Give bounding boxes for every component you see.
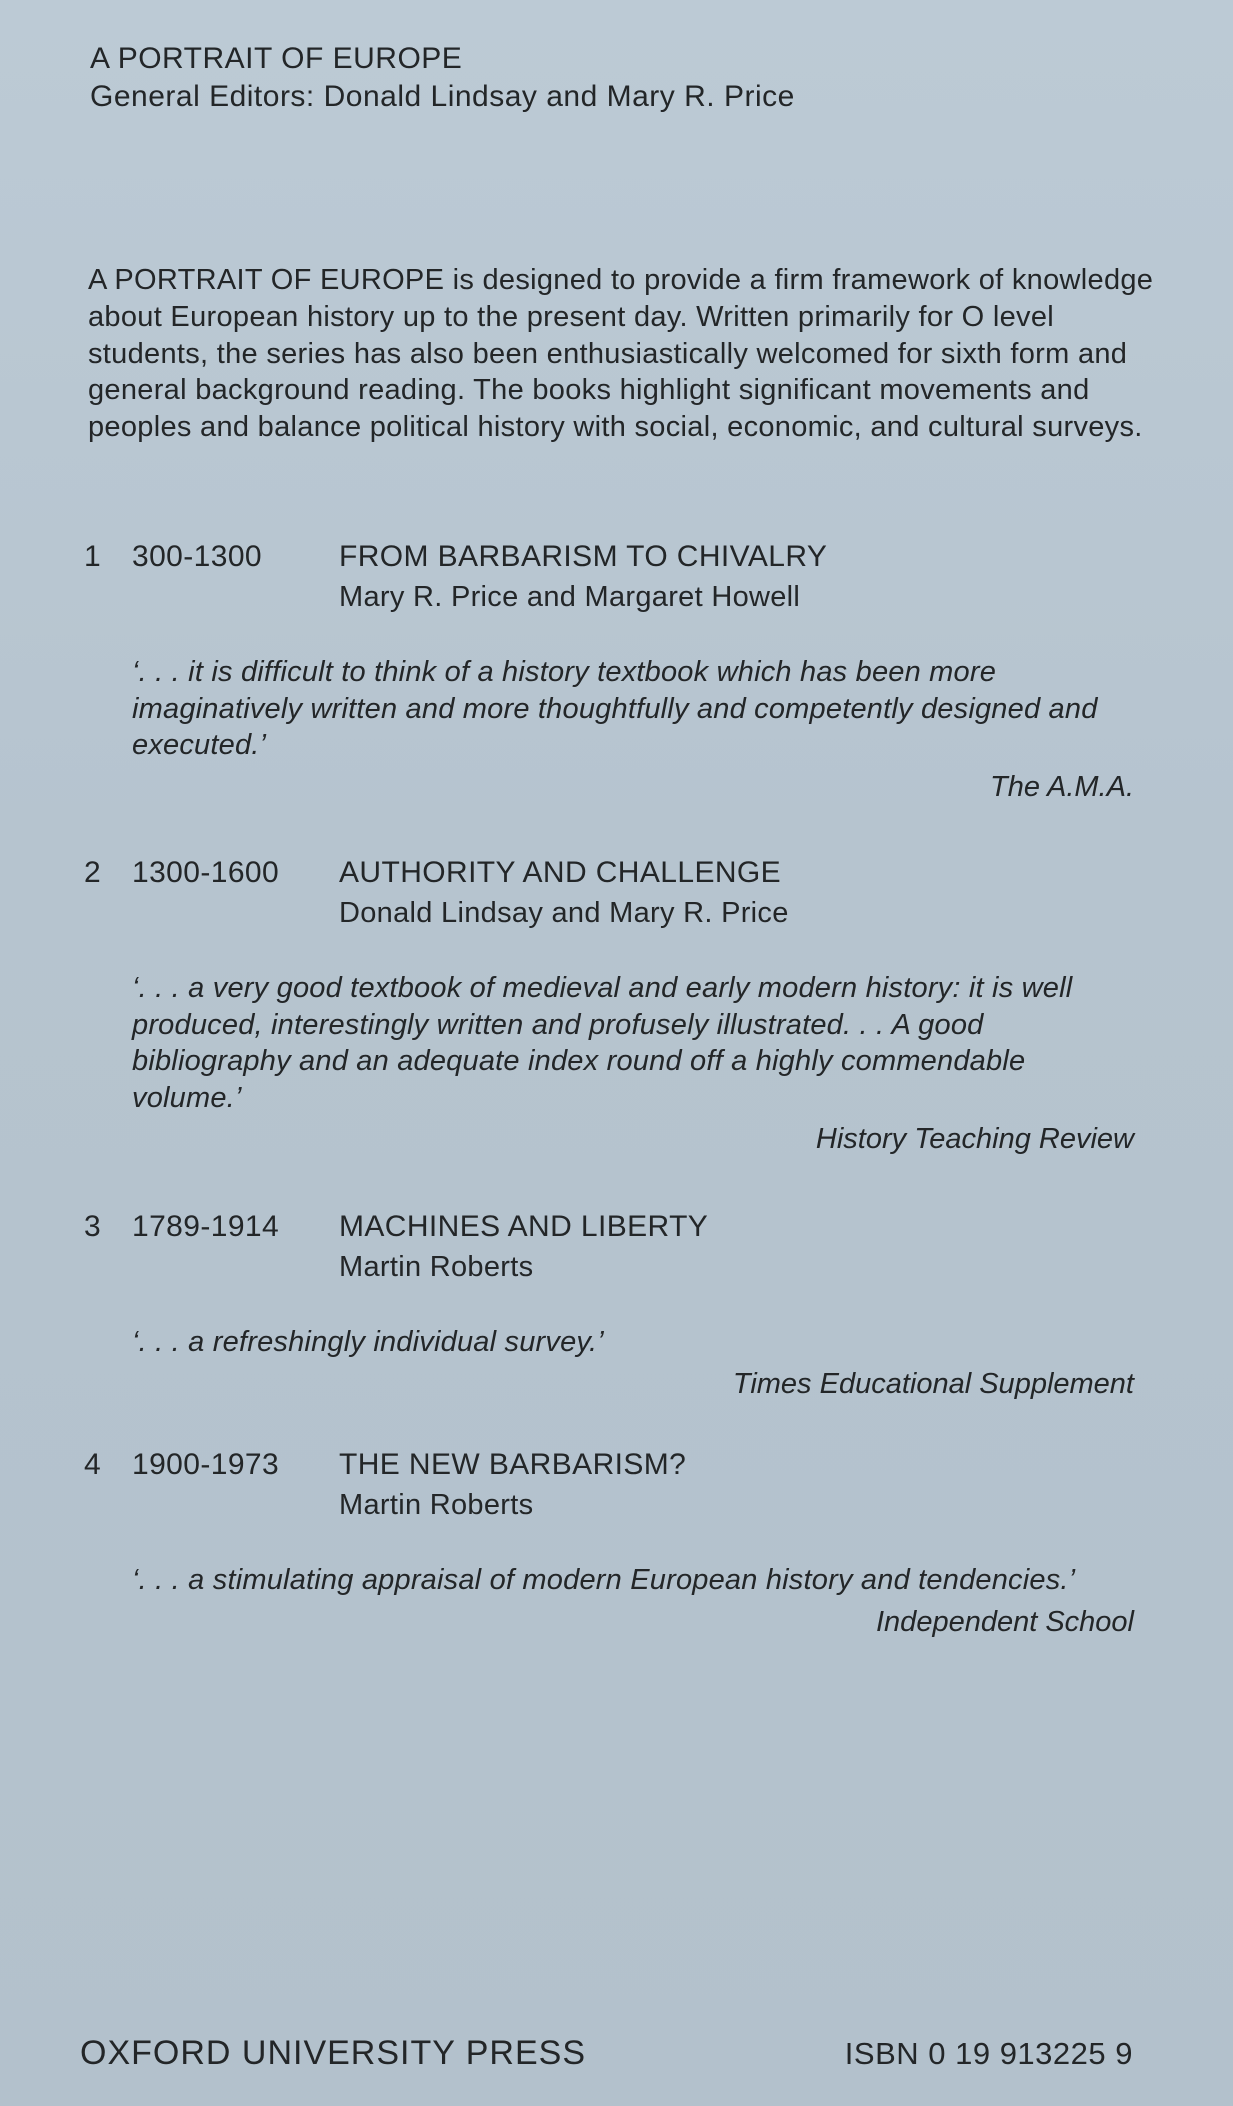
volume-number: 1 bbox=[84, 540, 102, 573]
series-header bbox=[90, 40, 795, 116]
volume-authors: Martin Roberts bbox=[339, 1251, 534, 1283]
review-source: History Teaching Review bbox=[815, 1123, 1134, 1155]
volume-title: MACHINES AND LIBERTY bbox=[339, 1210, 709, 1243]
volume-heading bbox=[84, 538, 1144, 578]
volume-number: 4 bbox=[84, 1448, 102, 1481]
cover-footer bbox=[80, 2034, 1133, 2073]
volume-title: THE NEW BARBARISM? bbox=[339, 1448, 687, 1481]
volume-heading bbox=[84, 1446, 1144, 1486]
volume-number: 2 bbox=[84, 856, 102, 889]
review-quote: ‘. . . a refreshingly individual survey.’ bbox=[132, 1326, 604, 1358]
volume-entry bbox=[84, 854, 1144, 1158]
volume-number: 3 bbox=[84, 1210, 102, 1243]
review-source: Independent School bbox=[876, 1605, 1134, 1638]
volume-years: 1789-1914 bbox=[132, 1210, 280, 1243]
series-description: A PORTRAIT OF EUROPE is designed to provide a firm framework of knowledge about European history up to the present day. Written primarily for O level students, the series has also been enthusiastically welcomed for sixth form and general background reading. The books highlight significant movements and peoples and balance political history with social, economic, and cultural surveys. bbox=[88, 264, 1154, 444]
volume-entry bbox=[84, 538, 1144, 806]
series-title: A PORTRAIT OF EUROPE bbox=[90, 42, 463, 75]
isbn-number: ISBN 0 19 913225 9 bbox=[844, 2036, 1133, 2071]
volume-years: 1300-1600 bbox=[132, 856, 280, 889]
volume-authors: Donald Lindsay and Mary R. Price bbox=[339, 897, 789, 929]
publisher-name: OXFORD UNIVERSITY PRESS bbox=[80, 2034, 587, 2072]
review-quote: ‘. . . a stimulating appraisal of modern European history and tendencies.’ bbox=[132, 1564, 1076, 1596]
review-source: Times Educational Supplement bbox=[732, 1367, 1134, 1400]
review-quote: ‘. . . a very good textbook of medieval and early modern history: it is well produced, interestingly written and profusely illustrated. . . A good bibliography and an adequate index round off a highly commendable volume.’ bbox=[132, 972, 1073, 1114]
volume-title: AUTHORITY AND CHALLENGE bbox=[339, 856, 782, 889]
volume-heading bbox=[84, 1208, 1144, 1248]
review-quote: ‘. . . it is difficult to think of a history textbook which has been more imaginatively written and more thoughtfully and competently designed and executed.’ bbox=[132, 656, 1098, 761]
volume-heading bbox=[84, 854, 1144, 894]
general-editors: General Editors: Donald Lindsay and Mary R. Price bbox=[90, 80, 795, 113]
volume-entry bbox=[84, 1446, 1144, 1641]
volume-years: 1900-1973 bbox=[132, 1448, 280, 1481]
review-source: The A.M.A. bbox=[990, 770, 1134, 803]
volume-authors: Mary R. Price and Margaret Howell bbox=[339, 581, 801, 613]
volume-title: FROM BARBARISM TO CHIVALRY bbox=[339, 540, 828, 573]
volume-years: 300-1300 bbox=[132, 540, 262, 573]
volume-entry bbox=[84, 1208, 1144, 1403]
volume-authors: Martin Roberts bbox=[339, 1489, 534, 1521]
